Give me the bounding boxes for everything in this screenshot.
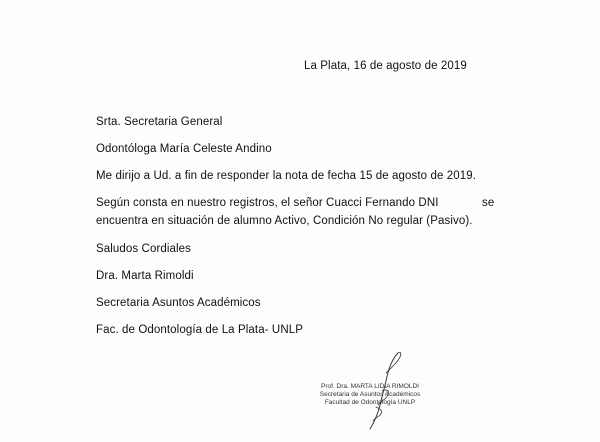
paragraph-1: Me dirijo a Ud. a fin de responder la nota de fecha 15 de agosto de 2019. <box>96 170 477 182</box>
place-date: La Plata, 16 de agosto de 2019 <box>304 60 467 72</box>
stamp-line-1: Prof. Dra. MARTA LIDIA RIMOLDI <box>320 383 419 390</box>
official-stamp <box>300 383 440 407</box>
paragraph-2-line-2: encuentra en situación de alumno Activo, Condición No regular (Pasivo). <box>96 215 473 227</box>
signer-institution: Fac. de Odontología de La Plata- UNLP <box>96 324 303 336</box>
signer-role: Secretaria Asuntos Académicos <box>96 297 261 309</box>
recipient-name: Odontóloga María Celeste Andino <box>96 143 272 155</box>
recipient-title: Srta. Secretaria General <box>96 116 223 128</box>
signer-name: Dra. Marta Rimoldi <box>96 270 194 282</box>
paragraph-2-text: Según consta en nuestro registros, el señor Cuacci Fernando DNI <box>96 197 439 209</box>
paragraph-2-line-1 <box>96 196 439 210</box>
stamp-line-3: Facultad de Odontología UNLP <box>324 399 416 406</box>
closing: Saludos Cordiales <box>96 243 192 255</box>
paragraph-2-se: se <box>482 197 495 209</box>
stamp-line-2: Secretaria de Asuntos Académicos <box>319 391 421 398</box>
